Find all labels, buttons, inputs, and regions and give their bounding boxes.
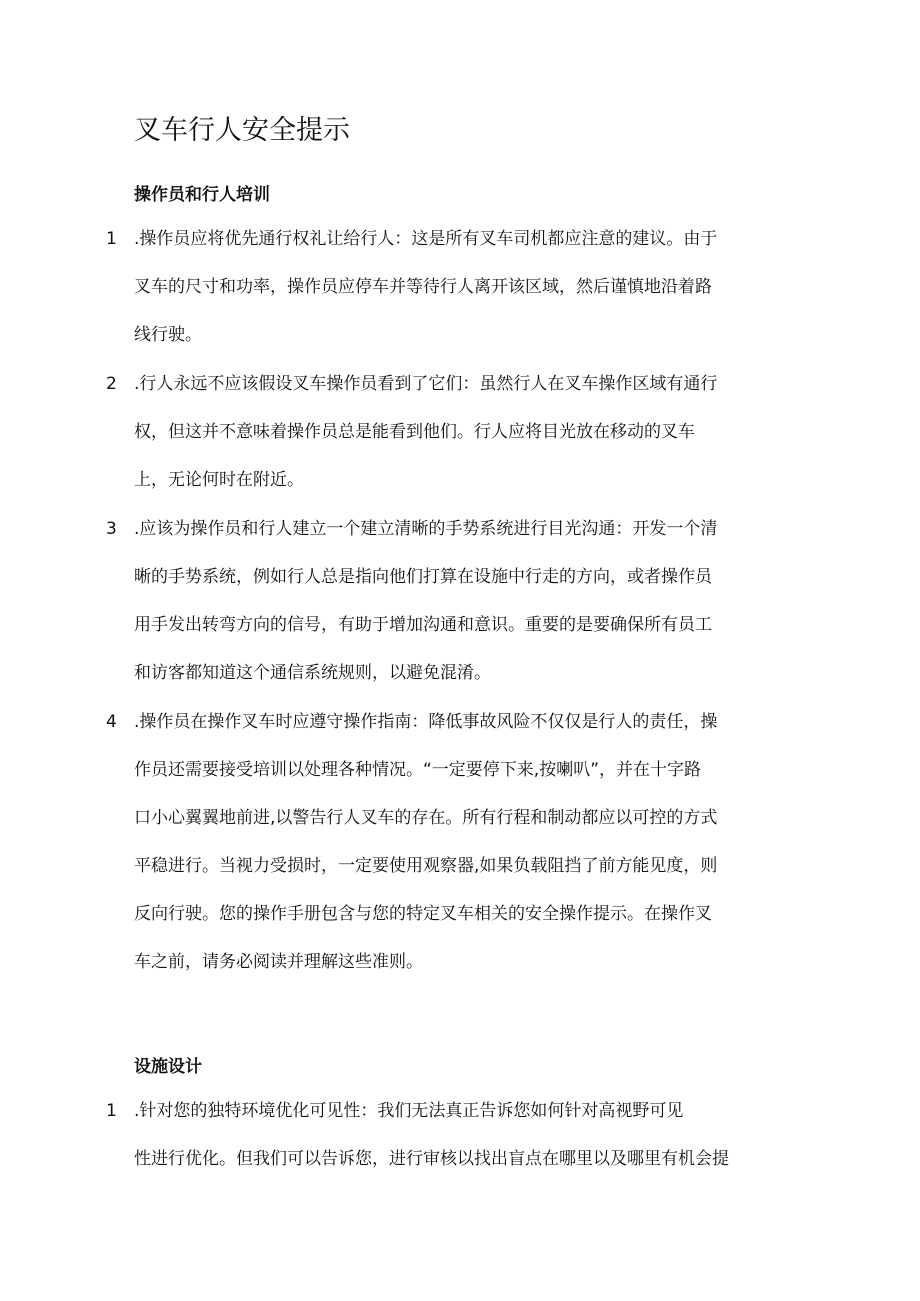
item-text-line: 上，无论何时在附近。 <box>134 470 304 490</box>
item-text-line: .针对您的独特环境优化可见性：我们无法真正告诉您如何针对高视野可见 <box>134 1101 684 1121</box>
section-heading-training: 操作员和行人培训 <box>134 185 270 205</box>
item-text-line: 叉车的尺寸和功率，操作员应停车并等待行人离开该区域，然后谨慎地沿着路 <box>134 277 712 297</box>
item-text-line: 和访客都知道这个通信系统规则，以避免混淆。 <box>134 663 491 683</box>
item-text-line: 用手发出转弯方向的信号，有助于增加沟通和意识。重要的是要确保所有员工 <box>134 615 712 635</box>
item-number: 4 <box>106 712 117 732</box>
item-number: 2 <box>106 374 117 394</box>
item-text-line: .操作员在操作叉车时应遵守操作指南：降低事故风险不仅仅是行人的责任，操 <box>134 712 718 732</box>
item-number: 1 <box>106 1101 117 1121</box>
item-text-line: 性进行优化。但我们可以告诉您，进行审核以找出盲点在哪里以及哪里有机会提 <box>134 1149 729 1169</box>
item-text-line: .应该为操作员和行人建立一个建立清晰的手势系统进行目光沟通：开发一个清 <box>134 519 718 539</box>
item-number: 3 <box>106 519 117 539</box>
item-text-line: 反向行驶。您的操作手册包含与您的特定叉车相关的安全操作提示。在操作叉 <box>134 904 712 924</box>
item-text-line: 权，但这并不意味着操作员总是能看到他们。行人应将目光放在移动的叉车 <box>134 422 695 442</box>
section-heading-facility-design: 设施设计 <box>134 1057 202 1077</box>
item-text-line: 作员还需要接受培训以处理各种情况。“一定要停下来,按喇叭”，并在十字路 <box>134 760 702 780</box>
item-text-line: 车之前，请务必阅读并理解这些准则。 <box>134 952 423 972</box>
item-text-line: 晰的手势系统，例如行人总是指向他们打算在设施中行走的方向，或者操作员 <box>134 567 712 587</box>
item-text-line: 平稳进行。当视力受损时，一定要使用观察器,如果负载阻挡了前方能见度，则 <box>134 856 718 876</box>
item-number: 1 <box>106 229 117 249</box>
item-text-line: 线行驶。 <box>134 325 202 345</box>
item-text-line: 口小心翼翼地前进,以警告行人叉车的存在。所有行程和制动都应以可控的方式 <box>134 808 718 828</box>
document-title: 叉车行人安全提示 <box>134 115 350 146</box>
item-text-line: .行人永远不应该假设叉车操作员看到了它们：虽然行人在叉车操作区域有通行 <box>134 374 718 394</box>
item-text-line: .操作员应将优先通行权礼让给行人：这是所有叉车司机都应注意的建议。由于 <box>134 229 718 249</box>
